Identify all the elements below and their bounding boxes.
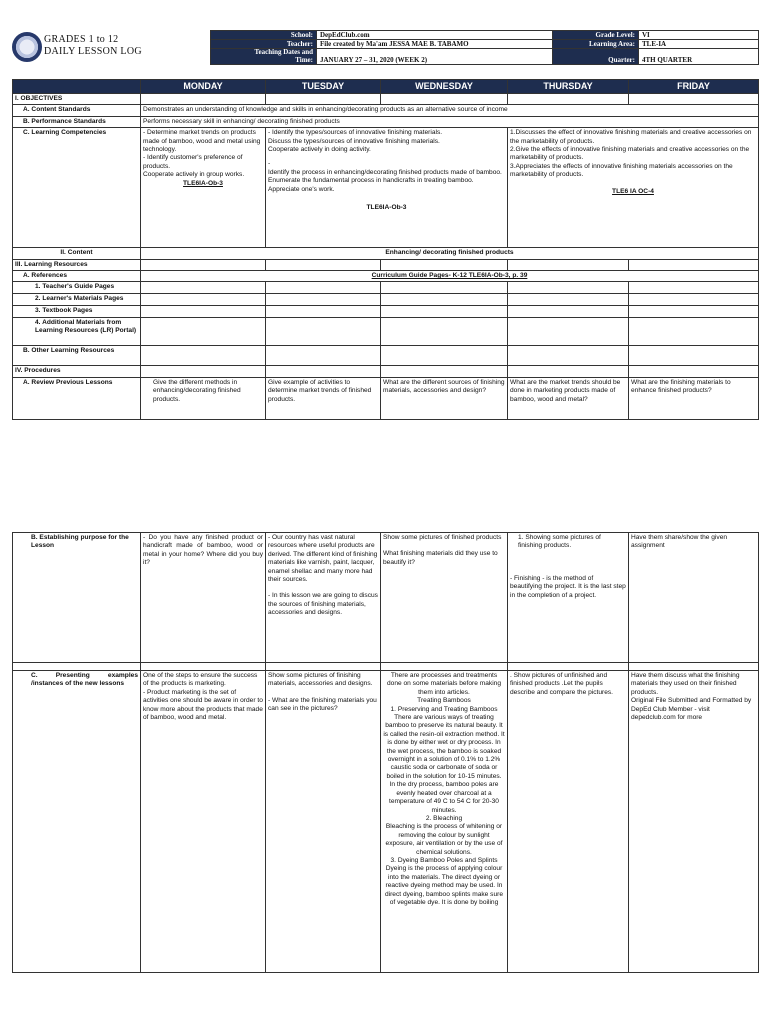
quarter-value: 4TH QUARTER	[639, 49, 759, 65]
review-monday: Give the different methods in enhancing/decorating finished products.	[141, 377, 266, 419]
presenting-friday: Have them discuss what the finishing materials they used on their finished products. Original File Submitted and Formatted by DepEd Club Member - visit depedclub.com for more	[629, 671, 759, 973]
other-resources-label: B. Other Learning Resources	[13, 345, 141, 365]
lesson-table-part-2	[12, 532, 758, 973]
corner-cell	[13, 80, 141, 94]
references-text: Curriculum Guide Pages- K-12 TLE6IA-Ob-3, p. 39	[141, 271, 759, 282]
review-friday: What are the finishing materials to enhance finished products?	[629, 377, 759, 419]
references-label: A. References	[13, 271, 141, 282]
content-standards-label: A. Content Standards	[13, 105, 141, 116]
procedures-heading: IV. Procedures	[13, 365, 141, 377]
day-header-monday: MONDAY	[141, 80, 266, 94]
review-tuesday: Give example of activities to determine market trends of finished products.	[266, 377, 381, 419]
objectives-heading: I. OBJECTIVES	[13, 94, 141, 105]
document-title	[44, 34, 142, 58]
purpose-monday: - Do you have any finished product or handicraft made of bamboo, wood or metal in your home? Where did you buy it?	[141, 533, 266, 663]
dates-label-line-1: Teaching Dates and	[254, 48, 313, 56]
textbook-pages-label: 3. Textbook Pages	[13, 305, 141, 317]
presenting-thursday: . Show pictures of unfinished and finished products .Let the pupils describe and compare the pictures.	[508, 671, 629, 973]
learning-area-value: TLE-IA	[639, 40, 759, 49]
content-label: II. Content	[13, 248, 141, 259]
header-info-table	[210, 30, 759, 65]
competency-code-tuesday: TLE6IA-Ob-3	[366, 204, 407, 212]
learning-competencies-label: C. Learning Competencies	[13, 128, 141, 248]
presenting-monday: One of the steps to ensure the success of the products is marketing. - Product marketing is the set of activities one should be aware in order to know more about the products that made of bamboo, wood and metal.	[141, 671, 266, 973]
review-lessons-label: A. Review Previous Lessons	[13, 377, 141, 419]
grade-label: Grade Level:	[553, 31, 639, 40]
content-standards-text: Demonstrates an understanding of knowledge and skills in enhancing/decorating products as an alternative source of income	[141, 105, 759, 116]
day-header-tuesday: TUESDAY	[266, 80, 381, 94]
school-value: DepEdClub.com	[317, 31, 553, 40]
performance-standards-text: Performs necessary skill in enhancing/ decorating finished products	[141, 116, 759, 127]
competencies-monday: - Determine market trends on products made of bamboo, wood and metal using technology. - Identify customer's preference of products. Cooperate actively in group works. TLE6IA-Ob-3	[141, 128, 266, 248]
quarter-label: Quarter:	[553, 49, 639, 65]
dates-label	[211, 49, 317, 65]
presenting-examples-label: C. Presenting examples /instances of the new lessons	[13, 671, 141, 973]
presenting-tuesday: Show some pictures of finishing materials, accessories and designs. - What are the finishing materials you can see in the pictures?	[266, 671, 381, 973]
lesson-table-part-1	[12, 79, 758, 420]
learning-area-label: Learning Area:	[553, 40, 639, 49]
teachers-guide-label: 1. Teacher's Guide Pages	[13, 282, 141, 293]
performance-standards-label: B. Performance Standards	[13, 116, 141, 127]
day-header-thursday: THURSDAY	[508, 80, 629, 94]
day-header-friday: FRIDAY	[629, 80, 759, 94]
teacher-value: File created by Ma'am JESSA MAE B. TABAMO	[317, 40, 553, 49]
document-header	[12, 30, 758, 72]
title-line-2: DAILY LESSON LOG	[44, 46, 142, 57]
competency-code-monday: TLE6IA-Ob-3	[183, 179, 223, 187]
grade-value: VI	[639, 31, 759, 40]
review-thursday: What are the market trends should be done in marketing products made of bamboo, wood and metal?	[508, 377, 629, 419]
competencies-thursday-friday: 1.Discusses the effect of innovative finishing materials and creative accessories on the marketability of products. 2.Give the effects of innovative finishing materials and creative accessories on the marketability of products. 3.Appreciates the effects of innovative finishing materials accessories on the marketability of products. TLE6 IA OC-4	[508, 128, 759, 248]
school-label: School:	[211, 31, 317, 40]
presenting-wednesday: There are processes and treatments done on some materials before making them into articles. Treating Bamboos 1. Preserving and Treating Bamboos There are various ways of treating bamboo to preserve its natural beauty. It is called the resin-oil extraction method. It is done by either wet or dry process. In the wet process, the bamboo is soaked overnight in a solution of 0.1% to 1.2% caustic soda or carbonate of soda or boiled in the solution for 10-15 minutes. In the dry process, bamboo poles are evenly heated over charcoal at a temperature of 49 C to 54 C for 20-30 minutes. 2. Bleaching Bleaching is the process of whitening or removing the colour by sunlight exposure, air ventilation or by the use of chemical solutions. 3. Dyeing Bamboo Poles and Splints Dyeing is the process of applying colour into the materials. The direct dyeing or reactive dyeing method may be used. In direct dyeing, bamboo splints make sure of vegetable dye. It is done by boiling	[381, 671, 508, 973]
establishing-purpose-label: B. Establishing purpose for the Lesson	[13, 533, 141, 663]
content-text: Enhancing/ decorating finished products	[141, 248, 759, 259]
purpose-friday: Have them share/show the given assignment	[629, 533, 759, 663]
learners-materials-label: 2. Learner's Materials Pages	[13, 293, 141, 305]
purpose-thursday: 1. Showing some pictures of finishing products. - Finishing - is the method of beautifying the project. It is the last step in the completion of a project.	[508, 533, 629, 663]
dates-value: JANUARY 27 – 31, 2020 (WEEK 2)	[317, 49, 553, 65]
learning-resources-heading: III. Learning Resources	[13, 259, 141, 270]
additional-materials-label: 4. Additional Materials from Learning Resources (LR) Portal)	[13, 317, 141, 345]
review-wednesday: What are the different sources of finishing materials, accessories and design?	[381, 377, 508, 419]
competency-code-thursday: TLE6 IA OC-4	[612, 187, 654, 195]
purpose-tuesday: - Our country has vast natural resources where useful products are derived. The different kind of finishing materials like varnish, paint, lacquer, enamel shellac and many more had their sources. - In this lesson we are going to discus the sources of finishing materials, accessories and designs.	[266, 533, 381, 663]
teacher-label: Teacher:	[211, 40, 317, 49]
day-header-wednesday: WEDNESDAY	[381, 80, 508, 94]
competencies-tuesday-wednesday: - Identify the types/sources of innovative finishing materials. Discuss the types/sources of innovative finishing materials. Cooperate actively in doing activity. - Identify the process in enhancing/decorating finished products made of bamboo. Enumerate the fundamental process in handicrafts in treating bamboo. Appreciate one's work. TLE6IA-Ob-3	[266, 128, 508, 248]
title-line-1: GRADES 1 to 12	[44, 34, 119, 45]
dates-label-line-2: Time:	[295, 55, 313, 64]
deped-seal-icon	[12, 32, 42, 62]
purpose-wednesday: Show some pictures of finished products What finishing materials did they use to beautify it?	[381, 533, 508, 663]
